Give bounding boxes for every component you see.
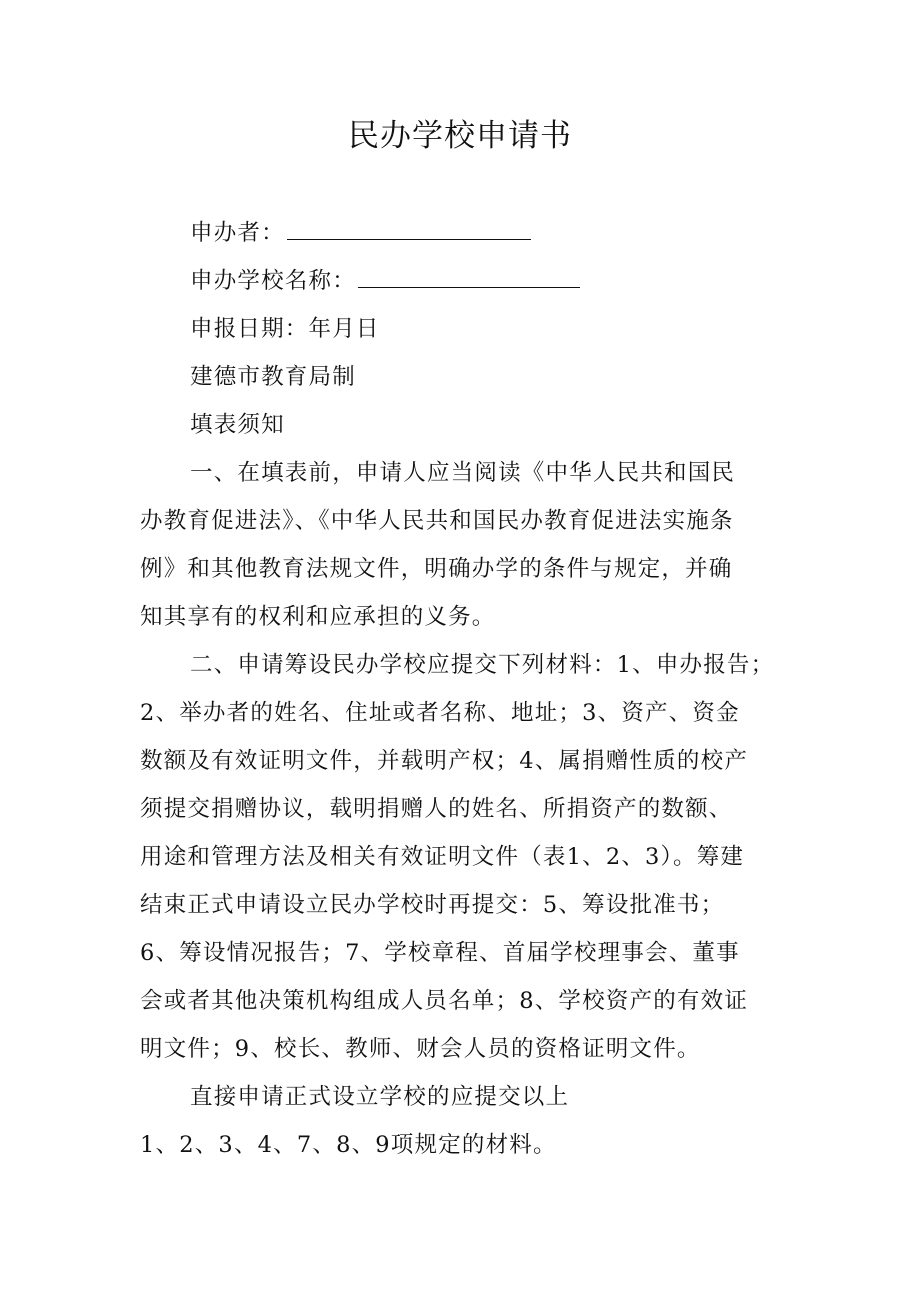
- paragraph3-line: 1、2、3、4、7、8、9项规定的材料。: [140, 1132, 557, 1158]
- paragraph2-line: 数额及有效证明文件，并载明产权；4、属捐赠性质的校产: [140, 748, 749, 774]
- issuer-line: 建德市教育局制: [190, 364, 356, 390]
- paragraph3-line: 直接申请正式设立学校的应提交以上: [190, 1084, 570, 1110]
- applicant-blank[interactable]: [287, 217, 531, 240]
- paragraph2-line: 会或者其他决策机构组成人员名单；8、学校资产的有效证: [140, 988, 749, 1014]
- paragraph1-line: 一、在填表前，申请人应当阅读《中华人民共和国民: [190, 460, 736, 486]
- paragraph2-line: 明文件；9、校长、教师、财会人员的资格证明文件。: [140, 1036, 701, 1062]
- school-name-label: 申办学校名称：: [190, 268, 356, 294]
- paragraph1-line: 办教育促进法》、《中华人民共和国民办教育促进法实施条: [140, 508, 734, 534]
- notice-heading: 填表须知: [190, 412, 285, 438]
- applicant-field: [190, 216, 531, 250]
- document-title: 民办学校申请书: [348, 118, 572, 154]
- applicant-label: 申办者：: [190, 220, 285, 246]
- date-line: 申报日期：年月日: [190, 316, 380, 342]
- paragraph1-line: 知其享有的权利和应承担的义务。: [140, 604, 496, 630]
- paragraph2-line: 须提交捐赠协议，载明捐赠人的姓名、所捐资产的数额、: [140, 796, 733, 822]
- school-name-field: [190, 264, 580, 298]
- paragraph2-line: 结束正式申请设立民办学校时再提交：5、筹设批准书；: [140, 892, 725, 918]
- paragraph1-line: 例》和其他教育法规文件，明确办学的条件与规定，并确: [140, 556, 733, 582]
- school-name-blank[interactable]: [358, 265, 580, 288]
- paragraph2-line: 用途和管理方法及相关有效证明文件（表1、2、3）。筹建: [140, 844, 745, 870]
- paragraph2-line: 6、筹设情况报告；7、学校章程、首届学校理事会、董事: [140, 940, 740, 966]
- paragraph2-line: 2、举办者的姓名、住址或者名称、地址；3、资产、资金: [140, 700, 740, 726]
- paragraph2-line: 二、申请筹设民办学校应提交下列材料：1、申办报告；: [190, 652, 775, 678]
